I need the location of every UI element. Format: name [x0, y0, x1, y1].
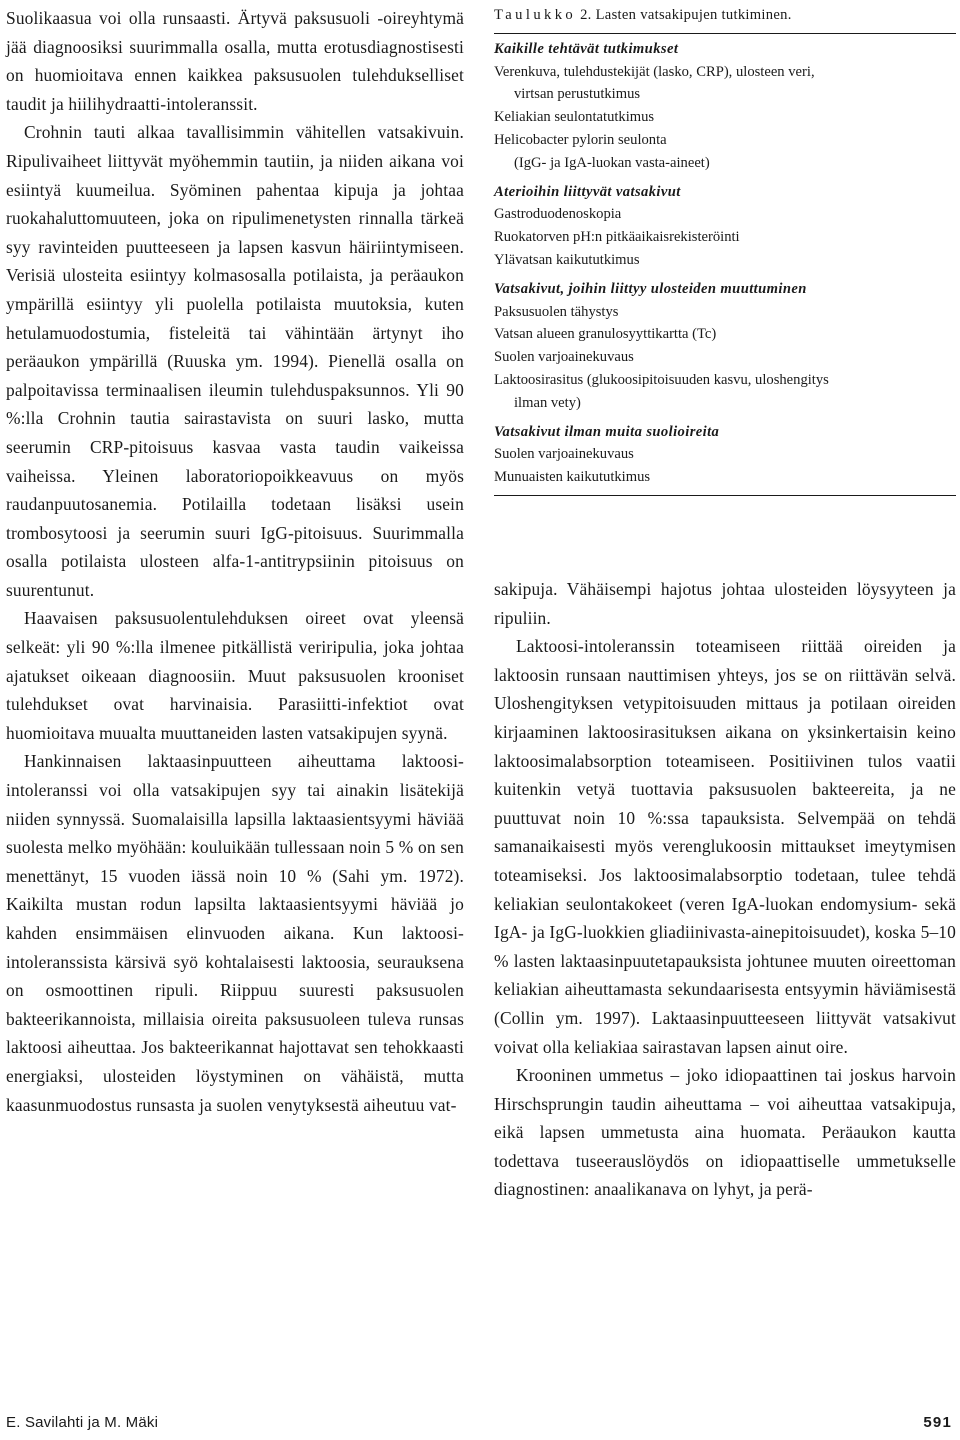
table-item: Keliakian seulontatutkimus	[494, 109, 655, 126]
page-number: 591	[923, 1414, 952, 1431]
right-text-column	[494, 575, 956, 1204]
table-group	[494, 421, 956, 489]
table-2	[494, 4, 956, 496]
table-item: Ylävatsan kaikututkimus	[494, 251, 640, 268]
paragraph: sakipuja. Vähäisempi hajotus johtaa ulosteiden löysyyteen ja ripuliin.	[494, 579, 956, 628]
table-group-heading: Vatsakivut ilman muita suolioireita	[494, 423, 720, 440]
table-item	[494, 61, 956, 107]
table-caption	[494, 4, 956, 27]
table-bottom-rule	[494, 495, 956, 496]
table-item	[494, 129, 956, 175]
table-group	[494, 38, 956, 175]
table-group	[494, 181, 956, 272]
table-item	[494, 369, 956, 415]
table-item: Ruokatorven pH:n pitkäaikaisrekisteröinti	[494, 229, 740, 246]
table-caption-text: 2. Lasten vatsakipujen tutkiminen.	[580, 7, 792, 23]
table-group	[494, 278, 956, 415]
paragraph: Krooninen ummetus – joko idiopaattinen tai joskus harvoin Hirschsprungin taudin aiheuttama – voi aiheuttaa vatsakipuja, eikä lapsen ummetusta aina huomata. Peräaukon kautta todettava tuseerauslöydös on idiopaattiselle ummetukselle diagnostinen: anaalikanava on lyhyt, ja perä-	[494, 1065, 956, 1200]
table-item-text: Helicobacter pylorin seulonta	[494, 131, 667, 148]
left-text-column	[6, 4, 464, 1119]
table-item-continuation: ilman vety)	[514, 394, 581, 411]
table-item-continuation: virtsan perustutkimus	[514, 86, 641, 103]
table-group-heading: Kaikille tehtävät tutkimukset	[494, 40, 679, 57]
paragraph: Laktoosi-intoleranssin toteamiseen riittää oireiden ja laktoosin runsaan nauttimisen yhteys, jos se on riittävän selvä. Uloshengityksen vetypitoisuuden mittaus ja potilaan oireiden kirjaaminen laktoosirasituksen aikana on yksinkertaisin keino laktoosimalabsorption toteamiseen. Positiivinen tulos vaatii kuitenkin vetyä tuottavia paksusuolen bakteereita, ja ne puuttuvat noin 10 %:ssa tapauksista. Selvempää on tehdä samanaikaisesti myös verenglukoosin mittaukset imeytymisen toteamiseksi. Jos laktoosimalabsorptio todetaan, tulee tehdä keliakian seulontakokeet (veren IgA-luokan endomysium- sekä IgA- ja IgG-luokkien gliadiinivasta-ainepitoisuudet), koska 5–10 % lasten laktaasinpuutetapauksista johtunee muuten oireettoman keliakian aiheuttamasta sekundaarisesta entsyymin häviämisestä (Collin ym. 1997). Laktaasinpuutteeseen liittyvät vatsakivut voivat olla keliakiaa sairastavan lapsen ainut oire.	[494, 636, 956, 1057]
table-caption-label: Taulukko	[494, 7, 577, 23]
table-group-heading: Aterioihin liittyvät vatsakivut	[494, 183, 681, 200]
table-item: Gastroduodenoskopia	[494, 206, 622, 223]
paragraph: Crohnin tauti alkaa tavallisimmin vähitellen vatsakivuin. Ripulivaiheet liittyvät myöhemmin tautiin, ja niiden aikana voi esiintyä kuumeilua. Syöminen pahentaa kipuja ja johtaa ruokahaluttomuuteen, joka on ripulimenetysten rinnalla tärkeä syy ravinteiden puutteeseen ja lapsen kasvun häiriintymiseen. Verisiä ulosteita esiintyy kolmasosalla potilaista, ja peräaukon ympärillä esiintyy yli puolella potilaista muutoksia, kuten hetulamuodostumia, fisteleitä tai vähintään ärtynyt iho peräaukon ympärillä (Ruuska ym. 1994). Pienellä osalla on palpoitavissa terminaalisen ileumin tulehduspaksunnos. Yli 90 %:lla Crohnin tautia sairastavista on suuri lasko, mutta seerumin CRP-pitoisuus kasvaa vasta taudin vaikeissa vaiheissa. Yleinen laboratoriopoikkeavuus on myös raudanpuutosanemia. Potilailla todetaan lisäksi usein trombosytoosi ja seerumin suuri IgG-pitoisuus. Suurimmalla osalla potilaista ulosteen alfa-1-antitrypsiinin pitoisuus on suurentunut.	[6, 122, 464, 600]
paragraph: Hankinnaisen laktaasinpuutteen aiheuttama laktoosi-intoleranssi voi olla vatsakipujen syy tai ainakin lisätekijä niiden synnyssä. Suomalaisilla lapsilla laktaasientsyymi häviää suolesta melko myöhään: kouluikään tullessaan noin 5 % on sen menettänyt, 15 vuoden iässä noin 10 % (Sahi ym. 1972). Kaikilta mustan rodun lapsilta laktaasientsyymi häviää jo kahden ensimmäisen elinvuoden aikana. Kun laktoosi-intoleranssista kärsivä syö kohtalaisesti laktoosia, seurauksena on osmoottinen ripuli. Riippuu suuresti paksusuolen bakteerikannoista, millaisia oireita paksusuoleen tuleva runsas laktoosi aiheuttaa. Jos bakteerikannat hajottavat sen tehokkaasti energiaksi, ulosteiden löystyminen on vähäistä, mutta kaasunmuodostus runsasta ja suolen venytyksestä aiheutuu vat-	[6, 751, 464, 1115]
table-top-rule	[494, 33, 956, 34]
footer-author: E. Savilahti ja M. Mäki	[6, 1414, 159, 1431]
table-item-text: Laktoosirasitus (glukoosipitoisuuden kasvu, uloshengitys	[494, 371, 829, 388]
table-item: Vatsan alueen granulosyyttikartta (Tc)	[494, 326, 717, 343]
table-item: Suolen varjoainekuvaus	[494, 349, 634, 366]
paragraph: Haavaisen paksusuolentulehduksen oireet ovat yleensä selkeät: yli 90 %:lla ilmenee pitkällistä veriripulia, joka johtaa ajatukset oikeaan diagnoosiin. Muut paksusuolen krooniset tulehdukset ovat harvinaisia. Parasiitti-infektiot ovat huomioitava muualta muuttaneiden lasten vatsakipujen syynä.	[6, 608, 464, 743]
table-item-continuation: (IgG- ja IgA-luokan vasta-aineet)	[514, 154, 710, 171]
table-group-heading: Vatsakivut, joihin liittyy ulosteiden muuttuminen	[494, 280, 807, 297]
table-item: Munuaisten kaikututkimus	[494, 469, 651, 486]
table-item-text: Verenkuva, tulehdustekijät (lasko, CRP), ulosteen veri,	[494, 63, 815, 80]
table-item: Paksusuolen tähystys	[494, 303, 619, 320]
paragraph: Suolikaasua voi olla runsaasti. Ärtyvä paksusuoli -oireyhtymä jää diagnoosiksi suurimmalla osalla, mutta erotusdiagnostisesti on huomioitava ennen kaikkea paksusuolen tulehdukselliset taudit ja hiilihydraatti-intoleranssit.	[6, 8, 464, 114]
table-item: Suolen varjoainekuvaus	[494, 446, 634, 463]
